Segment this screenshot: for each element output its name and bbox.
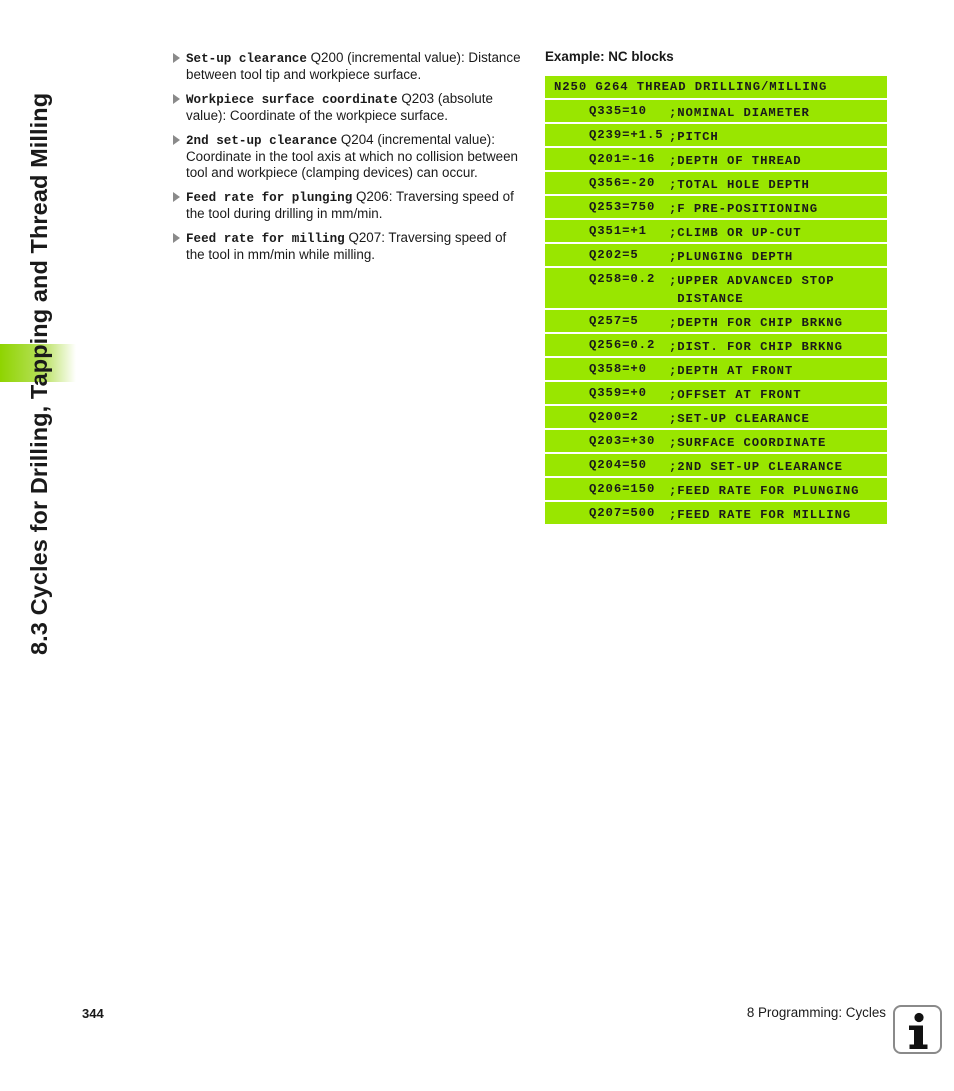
nc-block xyxy=(545,358,887,380)
example-heading: Example: NC blocks xyxy=(545,49,674,64)
bullet-arrow-icon xyxy=(173,94,180,104)
parameter-item xyxy=(172,189,528,222)
nc-comment: ;F PRE-POSITIONING xyxy=(669,202,819,216)
nc-block xyxy=(545,382,887,404)
nc-block-list xyxy=(545,76,887,526)
parameter-list xyxy=(172,50,528,271)
nc-code: Q256=0.2 xyxy=(589,338,656,352)
nc-comment: ;SET-UP CLEARANCE xyxy=(669,412,810,426)
section-title: 8.3 Cycles for Drilling, Tapping and Thread Milling xyxy=(26,92,52,655)
nc-comment: ;OFFSET AT FRONT xyxy=(669,388,802,402)
nc-code: Q359=+0 xyxy=(589,386,647,400)
parameter-name: Feed rate for milling xyxy=(186,232,345,246)
nc-code: Q356=-20 xyxy=(589,176,656,190)
nc-block xyxy=(545,478,887,500)
nc-code: Q206=150 xyxy=(589,482,656,496)
parameter-item xyxy=(172,50,528,83)
nc-code: Q258=0.2 xyxy=(589,272,656,286)
info-icon xyxy=(893,1005,942,1054)
nc-code: Q351=+1 xyxy=(589,224,647,238)
nc-comment: ;PLUNGING DEPTH xyxy=(669,250,794,264)
nc-header-text: N250 G264 THREAD DRILLING/MILLING xyxy=(554,80,828,94)
nc-block xyxy=(545,430,887,452)
nc-comment: ;DEPTH OF THREAD xyxy=(669,154,802,168)
parameter-description: Q200 (incremental value): Distance between tool tip and workpiece surface. xyxy=(186,50,521,82)
nc-block xyxy=(545,454,887,476)
parameter-description: Q206: Traversing speed of the tool during drilling in mm/min. xyxy=(186,189,514,221)
nc-comment: ;CLIMB OR UP-CUT xyxy=(669,226,802,240)
nc-comment: ;2ND SET-UP CLEARANCE xyxy=(669,460,843,474)
nc-block xyxy=(545,310,887,332)
nc-block xyxy=(545,124,887,146)
nc-comment: ;DEPTH FOR CHIP BRKNG xyxy=(669,316,843,330)
nc-block xyxy=(545,148,887,170)
nc-block xyxy=(545,172,887,194)
nc-comment: ;FEED RATE FOR MILLING xyxy=(669,508,852,522)
parameter-item xyxy=(172,132,528,181)
nc-comment: ;UPPER ADVANCED STOP DISTANCE xyxy=(669,274,835,306)
nc-comment: ;SURFACE COORDINATE xyxy=(669,436,827,450)
nc-comment: ;PITCH xyxy=(669,130,719,144)
parameter-item xyxy=(172,230,528,263)
nc-block xyxy=(545,502,887,524)
bullet-arrow-icon xyxy=(173,192,180,202)
nc-code: Q335=10 xyxy=(589,104,647,118)
nc-code: Q358=+0 xyxy=(589,362,647,376)
nc-code: Q239=+1.5 xyxy=(589,128,664,142)
nc-block xyxy=(545,268,887,308)
nc-block xyxy=(545,406,887,428)
nc-code: Q202=5 xyxy=(589,248,639,262)
nc-comment: ;DEPTH AT FRONT xyxy=(669,364,794,378)
parameter-description: Q203 (absolute value): Coordinate of the workpiece surface. xyxy=(186,91,493,123)
nc-comment: ;DIST. FOR CHIP BRKNG xyxy=(669,340,843,354)
parameter-name: 2nd set-up clearance xyxy=(186,134,338,148)
nc-code: Q201=-16 xyxy=(589,152,656,166)
nc-block xyxy=(545,334,887,356)
nc-code: Q253=750 xyxy=(589,200,656,214)
nc-code: Q257=5 xyxy=(589,314,639,328)
nc-block xyxy=(545,100,887,122)
parameter-name: Set-up clearance xyxy=(186,52,307,66)
nc-code: Q203=+30 xyxy=(589,434,656,448)
parameter-name: Feed rate for plunging xyxy=(186,191,353,205)
parameter-description: Q207: Traversing speed of the tool in mm/min while milling. xyxy=(186,230,507,262)
chapter-label: 8 Programming: Cycles xyxy=(746,1005,886,1020)
nc-block xyxy=(545,220,887,242)
nc-comment: ;FEED RATE FOR PLUNGING xyxy=(669,484,860,498)
nc-block xyxy=(545,196,887,218)
nc-code: Q204=50 xyxy=(589,458,647,472)
bullet-arrow-icon xyxy=(173,233,180,243)
nc-code: Q207=500 xyxy=(589,506,656,520)
parameter-item xyxy=(172,91,528,124)
nc-code: Q200=2 xyxy=(589,410,639,424)
page-number: 344 xyxy=(82,1006,104,1021)
nc-header-block xyxy=(545,76,887,98)
parameter-description: Q204 (incremental value): Coordinate in the tool axis at which no collision between tool and workpiece (clamping devices) can occur. xyxy=(186,132,518,180)
nc-block xyxy=(545,244,887,266)
parameter-name: Workpiece surface coordinate xyxy=(186,93,398,107)
info-glyph-icon xyxy=(895,1007,940,1052)
nc-comment: ;TOTAL HOLE DEPTH xyxy=(669,178,810,192)
nc-comment: ;NOMINAL DIAMETER xyxy=(669,106,810,120)
bullet-arrow-icon xyxy=(173,53,180,63)
bullet-arrow-icon xyxy=(173,135,180,145)
